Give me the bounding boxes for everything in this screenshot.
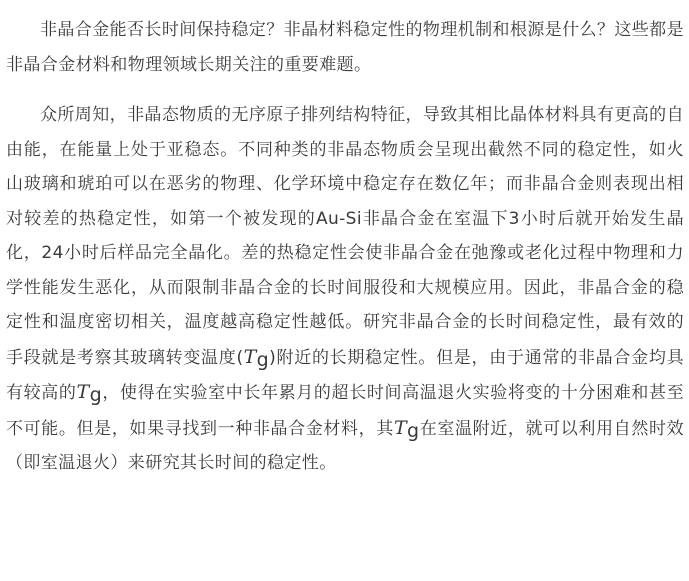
- paragraph-main-text-b: )附近的长期稳定性。但是，由于通常的非晶合金均具有较高的: [6, 347, 684, 403]
- glass-transition-symbol: $T_g$: [243, 345, 270, 371]
- paragraph-main-text-c: ，使得在实验室中长年累月的超长时间高温退火实验将变的十分困难和甚至不可能。但是，如果寻找到一种非晶合金材料，其: [6, 383, 684, 439]
- paragraph-main-text-d: 在室温附近，就可以利用自然时效（即室温退火）来研究其长时间的稳定性。: [6, 418, 684, 473]
- paragraph-main: [6, 98, 684, 481]
- article-body: [6, 0, 684, 481]
- paragraph-main-text-a: 众所周知，非晶态物质的无序原子排列结构特征，导致其相比晶体材料具有更高的自由能，在能量上处于亚稳态。不同种类的非晶态物质会呈现出截然不同的稳定性，如火山玻璃和琥珀可以在恶劣的物理、化学环境中稳定存在数亿年；而非晶合金则表现出相对较差的热稳定性，如第一个被发现的Au-Si非晶合金在室温下3小时后就开始发生晶化，24小时后样品完全晶化。差的热稳定性会使非晶合金在弛豫或老化过程中物理和力学性能发生恶化，从而限制非晶合金的长时间服役和大规模应用。因此，非晶合金的稳定性和温度密切相关，温度越高稳定性越低。研究非晶合金的长时间稳定性，最有效的手段就是考察其玻璃转变温度(: [6, 105, 684, 368]
- paragraph-intro-text: 非晶合金能否长时间保持稳定？非晶材料稳定性的物理机制和根源是什么？这些都是非晶合金材料和物理领域长期关注的重要难题。: [6, 20, 684, 75]
- paragraph-intro: [6, 0, 684, 82]
- glass-transition-symbol: $T_g$: [76, 381, 103, 406]
- glass-transition-symbol: $T_g$: [393, 416, 420, 442]
